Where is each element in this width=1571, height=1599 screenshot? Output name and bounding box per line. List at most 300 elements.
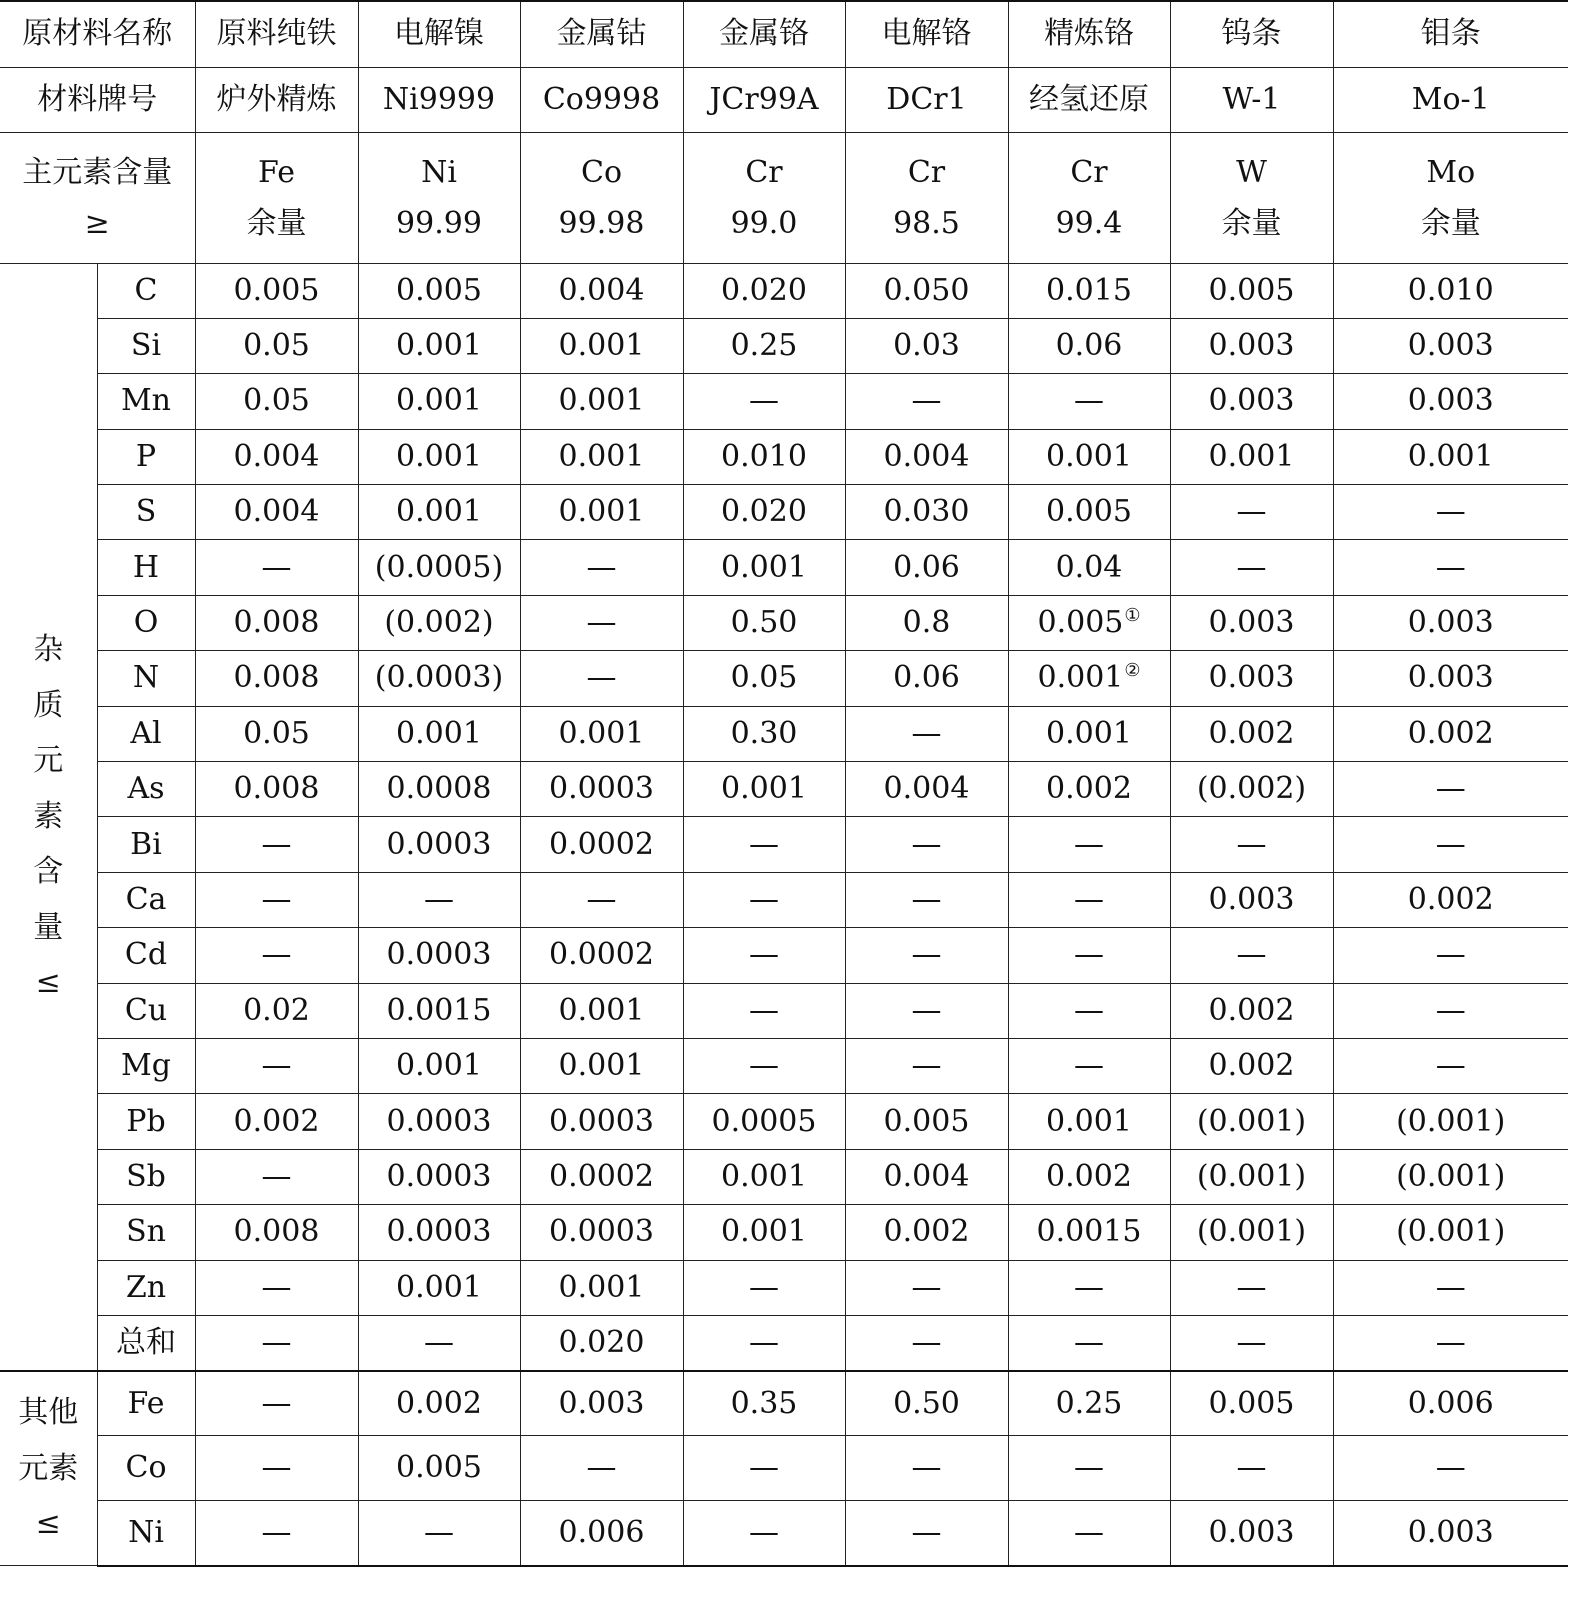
value-cell [1333,540,1568,595]
main-element-value: 余量 [1221,205,1282,241]
value-text: — [1074,1048,1104,1084]
value-cell [195,540,358,595]
value-text: 0.004 [558,272,645,308]
value-cell [683,1149,845,1204]
value-cell [1008,1371,1170,1436]
value-cell [520,762,683,817]
value-cell [1333,429,1568,484]
value-text: 0.03 [893,328,960,364]
value-text: 0.001 [1046,438,1132,474]
value-cell [683,1436,845,1501]
value-text: 0.001 [721,1158,807,1194]
value-cell [1170,1260,1333,1315]
value-cell [1008,1260,1170,1315]
value-text: — [1435,771,1466,807]
value-cell [1333,1315,1568,1370]
value-text: — [749,881,779,917]
value-cell [683,318,845,373]
value-text: — [1236,1324,1267,1360]
element-label: Al [97,706,195,761]
main-element-value: 99.4 [1055,205,1123,241]
value-cell [1333,374,1568,429]
value-cell [1008,762,1170,817]
value-text: 0.001 [721,1214,807,1250]
value-cell [1333,1436,1568,1501]
value-text: 0.0008 [386,771,492,807]
value-text: 0.003 [1407,660,1494,696]
value-text: 0.001 [1037,660,1124,696]
value-text: — [1435,549,1466,585]
value-text: — [911,1269,942,1305]
value-text: 0.0003 [386,1214,492,1250]
value-text: — [749,992,779,1028]
value-text: — [261,1515,292,1551]
element-label: Si [97,318,195,373]
main-element-cell [683,132,845,263]
value-text: — [586,660,617,696]
row-label-grade: 材料牌号 [0,67,195,132]
value-text: — [911,992,942,1028]
value-text: — [749,1048,779,1084]
value-cell [845,928,1008,983]
header-row-main-element [0,132,1568,263]
other-group-label-line: 其他 [18,1395,79,1431]
value-text: 0.005 [883,1103,970,1139]
value-cell [520,1371,683,1436]
value-text: 0.002 [1208,1048,1295,1084]
impurity-group-char: 杂 [33,632,64,668]
impurity-group-label [0,263,97,1371]
value-cell [1333,1371,1568,1436]
value-cell [1170,983,1333,1038]
value-text: 0.004 [883,771,970,807]
value-cell [358,1149,520,1204]
value-cell [1008,1501,1170,1566]
value-text: — [749,1269,779,1305]
value-cell [195,651,358,706]
value-cell [520,1038,683,1093]
value-text: — [911,715,942,751]
main-element-value: 余量 [1420,205,1481,241]
value-cell [1170,1436,1333,1501]
value-text: 0.0003 [386,1158,492,1194]
table-row [0,872,1568,927]
value-text: — [261,1324,292,1360]
table-row [0,1205,1568,1260]
value-text: 0.06 [893,660,960,696]
value-text: 0.003 [1407,605,1494,641]
value-text: 0.004 [883,438,970,474]
value-text: — [911,1515,942,1551]
value-cell [845,1205,1008,1260]
value-text: — [911,937,942,973]
other-group-label [0,1371,97,1566]
value-text: — [911,826,942,862]
value-cell [845,1436,1008,1501]
main-element-cell [195,132,358,263]
value-text: (0.0003) [374,660,504,696]
value-cell [1170,706,1333,761]
value-text: — [911,383,942,419]
table-row [0,1501,1568,1566]
value-cell [683,263,845,318]
value-text: 0.05 [243,328,310,364]
value-cell [358,263,520,318]
value-text: 0.001 [1208,438,1295,474]
value-cell [1333,651,1568,706]
value-cell [683,595,845,650]
value-text: 0.001 [1046,1103,1132,1139]
row-label-material-name: 原材料名称 [0,1,195,67]
value-text: (0.001) [1396,1103,1506,1139]
grade-cell: JCr99A [683,67,845,132]
value-cell [195,485,358,540]
element-label: Zn [97,1260,195,1315]
value-text: — [424,1324,454,1360]
header-cell: 钨条 [1170,1,1333,67]
value-cell [1170,1038,1333,1093]
value-text: 0.05 [730,660,798,696]
value-text: 0.008 [233,660,320,696]
element-label: H [97,540,195,595]
value-text: — [261,1048,292,1084]
element-label: P [97,429,195,484]
impurity-group-char: 素 [33,798,64,834]
value-cell [195,762,358,817]
value-text: 0.0003 [386,1103,492,1139]
value-text: — [911,1048,942,1084]
value-text: 0.02 [243,992,310,1028]
value-text: — [1074,383,1104,419]
value-cell [683,762,845,817]
value-cell [520,872,683,927]
value-text: 0.001 [721,549,807,585]
value-cell [1008,983,1170,1038]
value-text: 0.003 [558,1385,645,1421]
value-text: 0.003 [1208,605,1295,641]
value-cell [1008,651,1170,706]
value-cell [195,1371,358,1436]
element-label: As [97,762,195,817]
value-cell [683,1501,845,1566]
value-text: — [1236,1269,1267,1305]
value-cell [1008,1436,1170,1501]
value-text: — [911,881,942,917]
value-cell [1170,318,1333,373]
value-cell [1170,595,1333,650]
main-element-cell [1008,132,1170,263]
value-text: 0.008 [233,605,320,641]
value-text: 0.001 [396,1269,482,1305]
value-text: 0.010 [1407,272,1494,308]
value-cell [1333,485,1568,540]
value-cell [683,1038,845,1093]
value-text: — [749,383,779,419]
value-cell [195,429,358,484]
value-cell [683,1315,845,1370]
grade-cell: DCr1 [845,67,1008,132]
value-text: — [749,937,779,973]
value-cell [683,817,845,872]
value-text: 0.001 [558,715,645,751]
value-text: 0.001 [396,383,482,419]
value-cell [358,872,520,927]
main-element-symbol: Co [580,154,622,190]
value-cell [683,872,845,927]
value-cell [358,928,520,983]
impurity-group-char: 质 [33,687,64,723]
value-text: — [1074,881,1104,917]
table-row [0,1038,1568,1093]
value-text: — [261,1158,292,1194]
value-cell [358,651,520,706]
value-cell [845,595,1008,650]
value-cell [845,485,1008,540]
value-text: (0.002) [1196,771,1307,807]
header-row-grades [0,67,1568,132]
value-text: 0.003 [1208,881,1295,917]
element-label: Ni [97,1501,195,1566]
value-cell [845,374,1008,429]
value-cell [845,651,1008,706]
value-cell [1008,595,1170,650]
element-label: Pb [97,1094,195,1149]
main-element-symbol: Ni [421,154,457,190]
value-text: — [1236,549,1267,585]
value-cell [845,817,1008,872]
value-text: (0.001) [1396,1214,1506,1250]
main-element-cell [358,132,520,263]
table-row [0,817,1568,872]
impurity-group-char: 元 [33,743,64,779]
table-row [0,263,1568,318]
value-cell [845,762,1008,817]
value-text: 0.006 [558,1515,645,1551]
table-row [0,983,1568,1038]
table-row [0,1315,1568,1370]
value-text: — [1074,1324,1104,1360]
value-cell [1170,1501,1333,1566]
value-text: 0.006 [1407,1385,1494,1421]
value-text: — [749,1324,779,1360]
value-cell [358,485,520,540]
header-cell: 钼条 [1333,1,1568,67]
main-element-cell [520,132,683,263]
value-cell [1008,374,1170,429]
value-text: 0.005 [396,272,482,308]
value-text: 0.002 [883,1214,970,1250]
value-text: — [586,1450,617,1486]
value-cell [358,1260,520,1315]
value-text: 0.001 [396,328,482,364]
value-cell [1008,1149,1170,1204]
value-text: 0.004 [233,494,320,530]
value-cell [520,485,683,540]
value-cell [683,429,845,484]
value-text: 0.30 [730,715,798,751]
value-cell [1008,318,1170,373]
value-text: (0.001) [1396,1158,1506,1194]
value-cell [520,263,683,318]
impurity-group-char: 量 [33,909,64,945]
value-cell [358,1315,520,1370]
header-cell: 精炼铬 [1008,1,1170,67]
value-cell [683,1260,845,1315]
value-text: 0.005 [1037,605,1124,641]
header-row-names [0,1,1568,67]
value-cell [520,817,683,872]
value-cell [358,1205,520,1260]
value-text: — [1435,494,1466,530]
value-cell [1170,817,1333,872]
value-cell [845,429,1008,484]
value-cell [1333,762,1568,817]
value-cell [358,817,520,872]
value-cell [845,263,1008,318]
value-cell [358,1094,520,1149]
value-text: — [1236,494,1267,530]
value-cell [358,318,520,373]
value-text: 0.020 [721,494,807,530]
value-text: — [1236,937,1267,973]
table-row [0,928,1568,983]
value-cell [195,1315,358,1370]
value-text: 0.001 [396,715,482,751]
value-cell [520,706,683,761]
value-text: 0.005 [1208,272,1295,308]
value-cell [358,595,520,650]
footnote-marker: ① [1124,605,1141,627]
value-text: 0.002 [1208,992,1295,1028]
element-label: Co [97,1436,195,1501]
table-row [0,706,1568,761]
impurity-group-char: 含 [33,854,64,890]
other-group-label-line: 元素 [18,1450,79,1486]
value-text: 0.005 [1046,494,1132,530]
value-cell [358,1371,520,1436]
value-text: — [586,605,617,641]
value-text: — [1074,1269,1104,1305]
value-text: 0.25 [730,328,798,364]
value-text: — [1435,1450,1466,1486]
value-cell [845,706,1008,761]
header-cell: 原料纯铁 [195,1,358,67]
main-element-label-symbol: ≥ [84,205,110,241]
value-text: (0.001) [1196,1214,1307,1250]
main-element-symbol: Mo [1426,154,1476,190]
header-cell: 金属铬 [683,1,845,67]
value-text: 0.015 [1046,272,1132,308]
value-text: — [911,1450,942,1486]
value-cell [683,485,845,540]
value-cell [195,1501,358,1566]
table-row [0,762,1568,817]
value-cell [845,1038,1008,1093]
value-text: — [261,1269,292,1305]
value-text: 0.002 [233,1103,320,1139]
table-row [0,374,1568,429]
element-label: Mn [97,374,195,429]
value-cell [1333,1038,1568,1093]
element-label: 总和 [97,1315,195,1370]
value-cell [520,1501,683,1566]
value-text: — [1074,992,1104,1028]
row-label-main-element [0,132,195,263]
value-text: — [1074,1515,1104,1551]
value-cell [1170,1149,1333,1204]
value-cell [520,1315,683,1370]
value-text: 0.020 [558,1324,645,1360]
value-text: — [261,1450,292,1486]
value-cell [358,429,520,484]
value-cell [195,374,358,429]
value-cell [358,1501,520,1566]
value-cell [520,318,683,373]
value-text: 0.030 [883,494,970,530]
table-row [0,485,1568,540]
main-element-value: 99.0 [730,205,798,241]
value-text: 0.002 [1407,715,1494,751]
value-text: 0.001 [1407,438,1494,474]
value-cell [845,1260,1008,1315]
table-row [0,318,1568,373]
element-label: Ca [97,872,195,927]
value-cell [520,1094,683,1149]
table-row [0,1436,1568,1501]
value-cell [1008,817,1170,872]
element-label: Mg [97,1038,195,1093]
value-cell [683,651,845,706]
main-element-label-text: 主元素含量 [22,154,173,190]
value-text: — [1435,1269,1466,1305]
value-cell [195,263,358,318]
header-cell: 电解铬 [845,1,1008,67]
impurity-group-char: ≤ [35,965,61,1001]
main-element-value: 99.98 [558,205,645,241]
value-cell [683,1371,845,1436]
value-text: 0.50 [730,605,798,641]
value-text: 0.003 [1208,1515,1295,1551]
value-text: 0.001 [558,1048,645,1084]
value-text: 0.001 [558,494,645,530]
value-cell [520,928,683,983]
value-cell [195,817,358,872]
value-text: 0.004 [883,1158,970,1194]
value-cell [520,540,683,595]
value-text: 0.0002 [549,1158,654,1194]
value-cell [520,1205,683,1260]
value-cell [845,983,1008,1038]
value-text: 0.050 [883,272,970,308]
value-text: 0.005 [233,272,320,308]
value-cell [1008,872,1170,927]
value-cell [358,1038,520,1093]
value-text: (0.001) [1196,1103,1307,1139]
grade-cell: Ni9999 [358,67,520,132]
value-text: 0.25 [1055,1385,1123,1421]
value-cell [1333,983,1568,1038]
value-text: — [1435,826,1466,862]
main-element-symbol: Cr [1070,154,1108,190]
value-cell [195,1205,358,1260]
value-text: — [1435,937,1466,973]
value-text: 0.0003 [549,771,654,807]
value-text: 0.05 [243,383,310,419]
value-text: — [424,881,454,917]
value-text: — [261,1385,292,1421]
value-text: (0.001) [1196,1158,1307,1194]
value-text: 0.003 [1407,328,1494,364]
